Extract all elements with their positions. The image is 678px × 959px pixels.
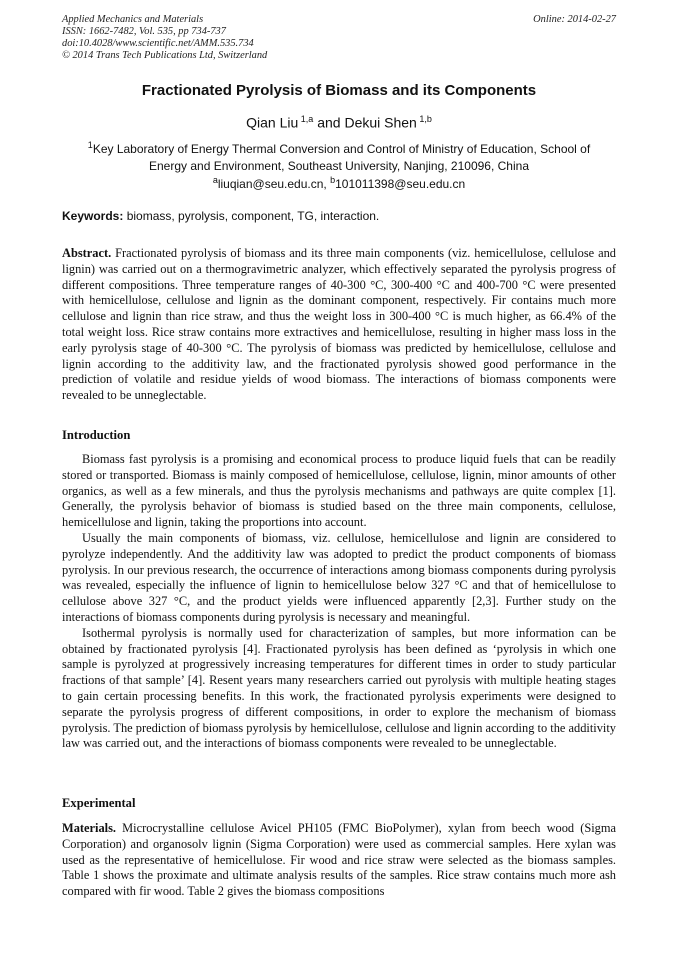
author-emails	[0, 175, 678, 191]
affiliation-line: Energy and Environment, Southeast University, Nanjing, 210096, China	[149, 159, 529, 173]
journal-name: Applied Mechanics and Materials	[62, 14, 204, 25]
affiliation-line: Key Laboratory of Energy Thermal Conversion and Control of Ministry of Education, School of	[92, 142, 591, 156]
author-conjunction: and	[313, 114, 345, 131]
affiliation	[62, 137, 616, 175]
paragraph: Isothermal pyrolysis is normally used for characterization of samples, but more information can be obtained by fractionated pyrolysis [4]. Fractionated pyrolysis has been defined as ‘pyrolysis in which one sample is pyrolyzed at progressively increasing temperatures for different times in order to study particular fractions of that sample’ [4]. Resent years many researchers carried out pyrolysis with multiple heating stages to gain certain processing benefits. In this work, the fractionated pyrolysis experiments were designed to separate the pyrolysis progress of different compositions, in order to explore the mechanism of biomass pyrolysis. The prediction of biomass pyrolysis by hemicellulose, cellulose and lignin according to the additivity law was carried out, and the interactions of biomass components were revealed to be unneglectable.	[62, 625, 616, 751]
experimental-heading: Experimental	[62, 796, 136, 810]
author-name: Qian Liu	[246, 114, 299, 131]
email-superscript: a	[212, 175, 218, 185]
experimental-body	[62, 821, 616, 900]
introduction-heading: Introduction	[62, 428, 131, 442]
email-link[interactable]: 101011398@seu.edu.cn	[335, 177, 466, 191]
paragraph: Usually the main components of biomass, viz. cellulose, hemicellulose and lignin are considered to pyrolyze independently. And the additivity law was adopted to predict the product components of biomass pyrolysis. In our previous research, the occurrence of interactions among biomass components during pyrolysis was revealed, especially the influence of lignin to hemicellulose below 327 °C and that of hemicellulose to cellulose above 327 °C, and the product yields were influenced apparently [2,3]. Further study on the interactions of biomass components during pyrolysis is necessary and meaningful.	[62, 530, 616, 624]
author-line	[0, 114, 678, 131]
journal-meta	[62, 14, 267, 62]
abstract-text: Fractionated pyrolysis of biomass and its three main components (viz. hemicellulose, cellulose and lignin) was carried out on a thermogravimetric analyzer, which effectively separated the pyrolysis progress of different compositions. Three temperature ranges of 40-300 °C, 300-400 °C and 400-700 °C were presented with hemicellulose, cellulose and lignin as the dominant component, respectively. Fir contains much more cellulose and lignin than rice straw, and thus the weight loss in 300-400 °C is much higher, as 66.4% of the total weight loss. Rice straw contains more extractives and hemicellulose, resulting in higher mass loss in the early pyrolysis stage of 40-300 °C. The pyrolysis of biomass was predicted by hemicellulose, cellulose and lignin according to the additivity law, and the fractionated pyrolysis showed good performance in the prediction of volatile and residue yields of wood biomass. The interactions of biomass components were revealed to be unneglectable.	[62, 246, 616, 403]
author-superscript: 1,b	[419, 114, 432, 124]
paper-title: Fractionated Pyrolysis of Biomass and its Components	[141, 82, 537, 99]
paragraph: Biomass fast pyrolysis is a promising and economical process to produce liquid fuels that can be readily stored or transported. Biomass is mainly composed of hemicellulose, cellulose, lignin, minor amounts of other organics, as well as a few minerals, and thus the pyrolysis mechanisms and pathways are quite complex [1]. Generally, the pyrolysis behavior of biomass is studied based on the three main components, cellulose, hemicellulose and lignin, taking the proportions into account.	[62, 452, 616, 530]
keywords-label: Keywords:	[62, 209, 124, 223]
copyright-line: © 2014 Trans Tech Publications Ltd, Switzerland	[62, 50, 268, 61]
issn-line: ISSN: 1662-7482, Vol. 535, pp 734-737	[62, 26, 226, 37]
email-link[interactable]: liuqian@seu.edu.cn,	[217, 177, 331, 191]
introduction-body	[62, 452, 616, 752]
keywords	[62, 209, 618, 223]
author-name: Dekui Shen	[344, 114, 417, 131]
abstract	[62, 246, 616, 404]
author-superscript: 1,a	[300, 114, 314, 124]
materials-text: Microcrystalline cellulose Avicel PH105 (FMC BioPolymer), xylan from beech wood (Sigma Corporation) and organosolv lignin (Sigma Corporation) were used as commercial samples. Here xylan was used as the representative of hemicellulose. Fir wood and rice straw were selected as the biomass samples. Table 1 shows the proximate and ultimate analysis results of the samples. Rice straw contains much more ash compared with fir wood. Table 2 gives the biomass compositions	[62, 821, 616, 899]
online-date: Online: 2014-02-27	[533, 14, 616, 25]
materials-label: Materials.	[62, 821, 117, 835]
keywords-text: biomass, pyrolysis, component, TG, interaction.	[123, 209, 380, 223]
affiliation-superscript: 1	[87, 140, 93, 150]
email-superscript: b	[330, 175, 336, 185]
doi-line[interactable]: doi:10.4028/www.scientific.net/AMM.535.734	[62, 38, 254, 49]
abstract-label: Abstract.	[62, 246, 112, 260]
